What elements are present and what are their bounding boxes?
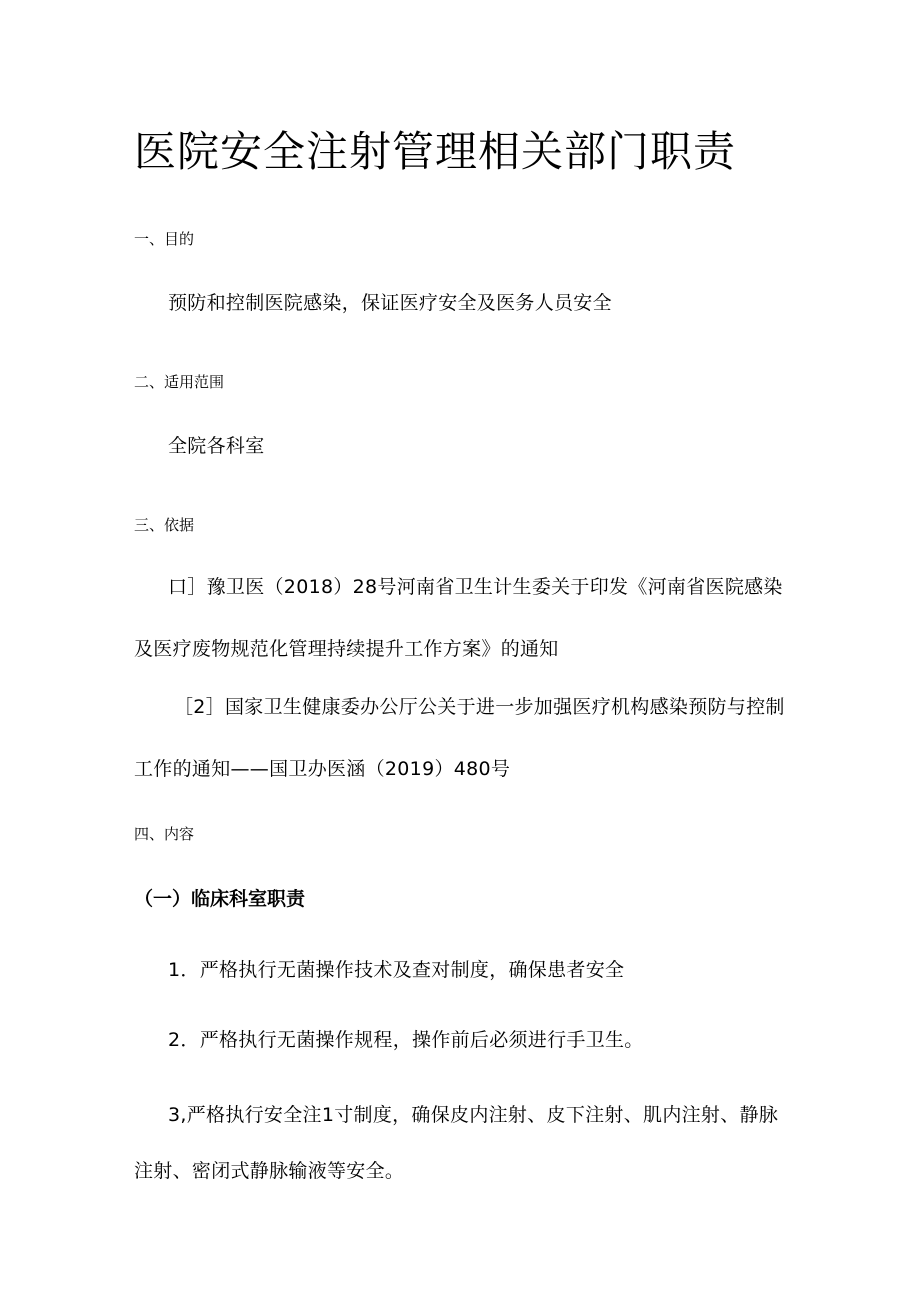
content-item-3: 3,严格执行安全注1寸制度，确保皮内注射、皮下注射、肌内注射、静脉注射、密闭式静脉输液等安全。 bbox=[134, 1104, 779, 1182]
basis-reference-1: 口］豫卫医（2018）28号河南省卫生计生委关于印发《河南省医院感染及医疗废物规范化管理持续提升工作方案》的通知 bbox=[134, 576, 783, 660]
content-subheading: （一）临床科室职责 bbox=[134, 888, 306, 910]
section-heading-content: 四、内容 bbox=[134, 825, 195, 843]
purpose-text: 预防和控制医院感染，保证医疗安全及医务人员安全 bbox=[168, 292, 612, 314]
scope-text: 全院各科室 bbox=[168, 435, 265, 457]
section-heading-scope: 二、适用范围 bbox=[134, 373, 225, 391]
content-item-1: 1．严格执行无菌操作技术及查对制度，确保患者安全 bbox=[168, 959, 625, 981]
section-heading-basis: 三、依据 bbox=[134, 516, 195, 534]
section-heading-purpose: 一、目的 bbox=[134, 230, 195, 248]
basis-reference-2: ［2］国家卫生健康委办公厅公关于进一步加强医疗机构感染预防与控制工作的通知——国卫办医涵（2019）480号 bbox=[134, 696, 785, 780]
content-item-2: 2．严格执行无菌操作规程，操作前后必须进行手卫生。 bbox=[168, 1029, 644, 1051]
document-title: 医院安全注射管理相关部门职责 bbox=[134, 127, 737, 176]
